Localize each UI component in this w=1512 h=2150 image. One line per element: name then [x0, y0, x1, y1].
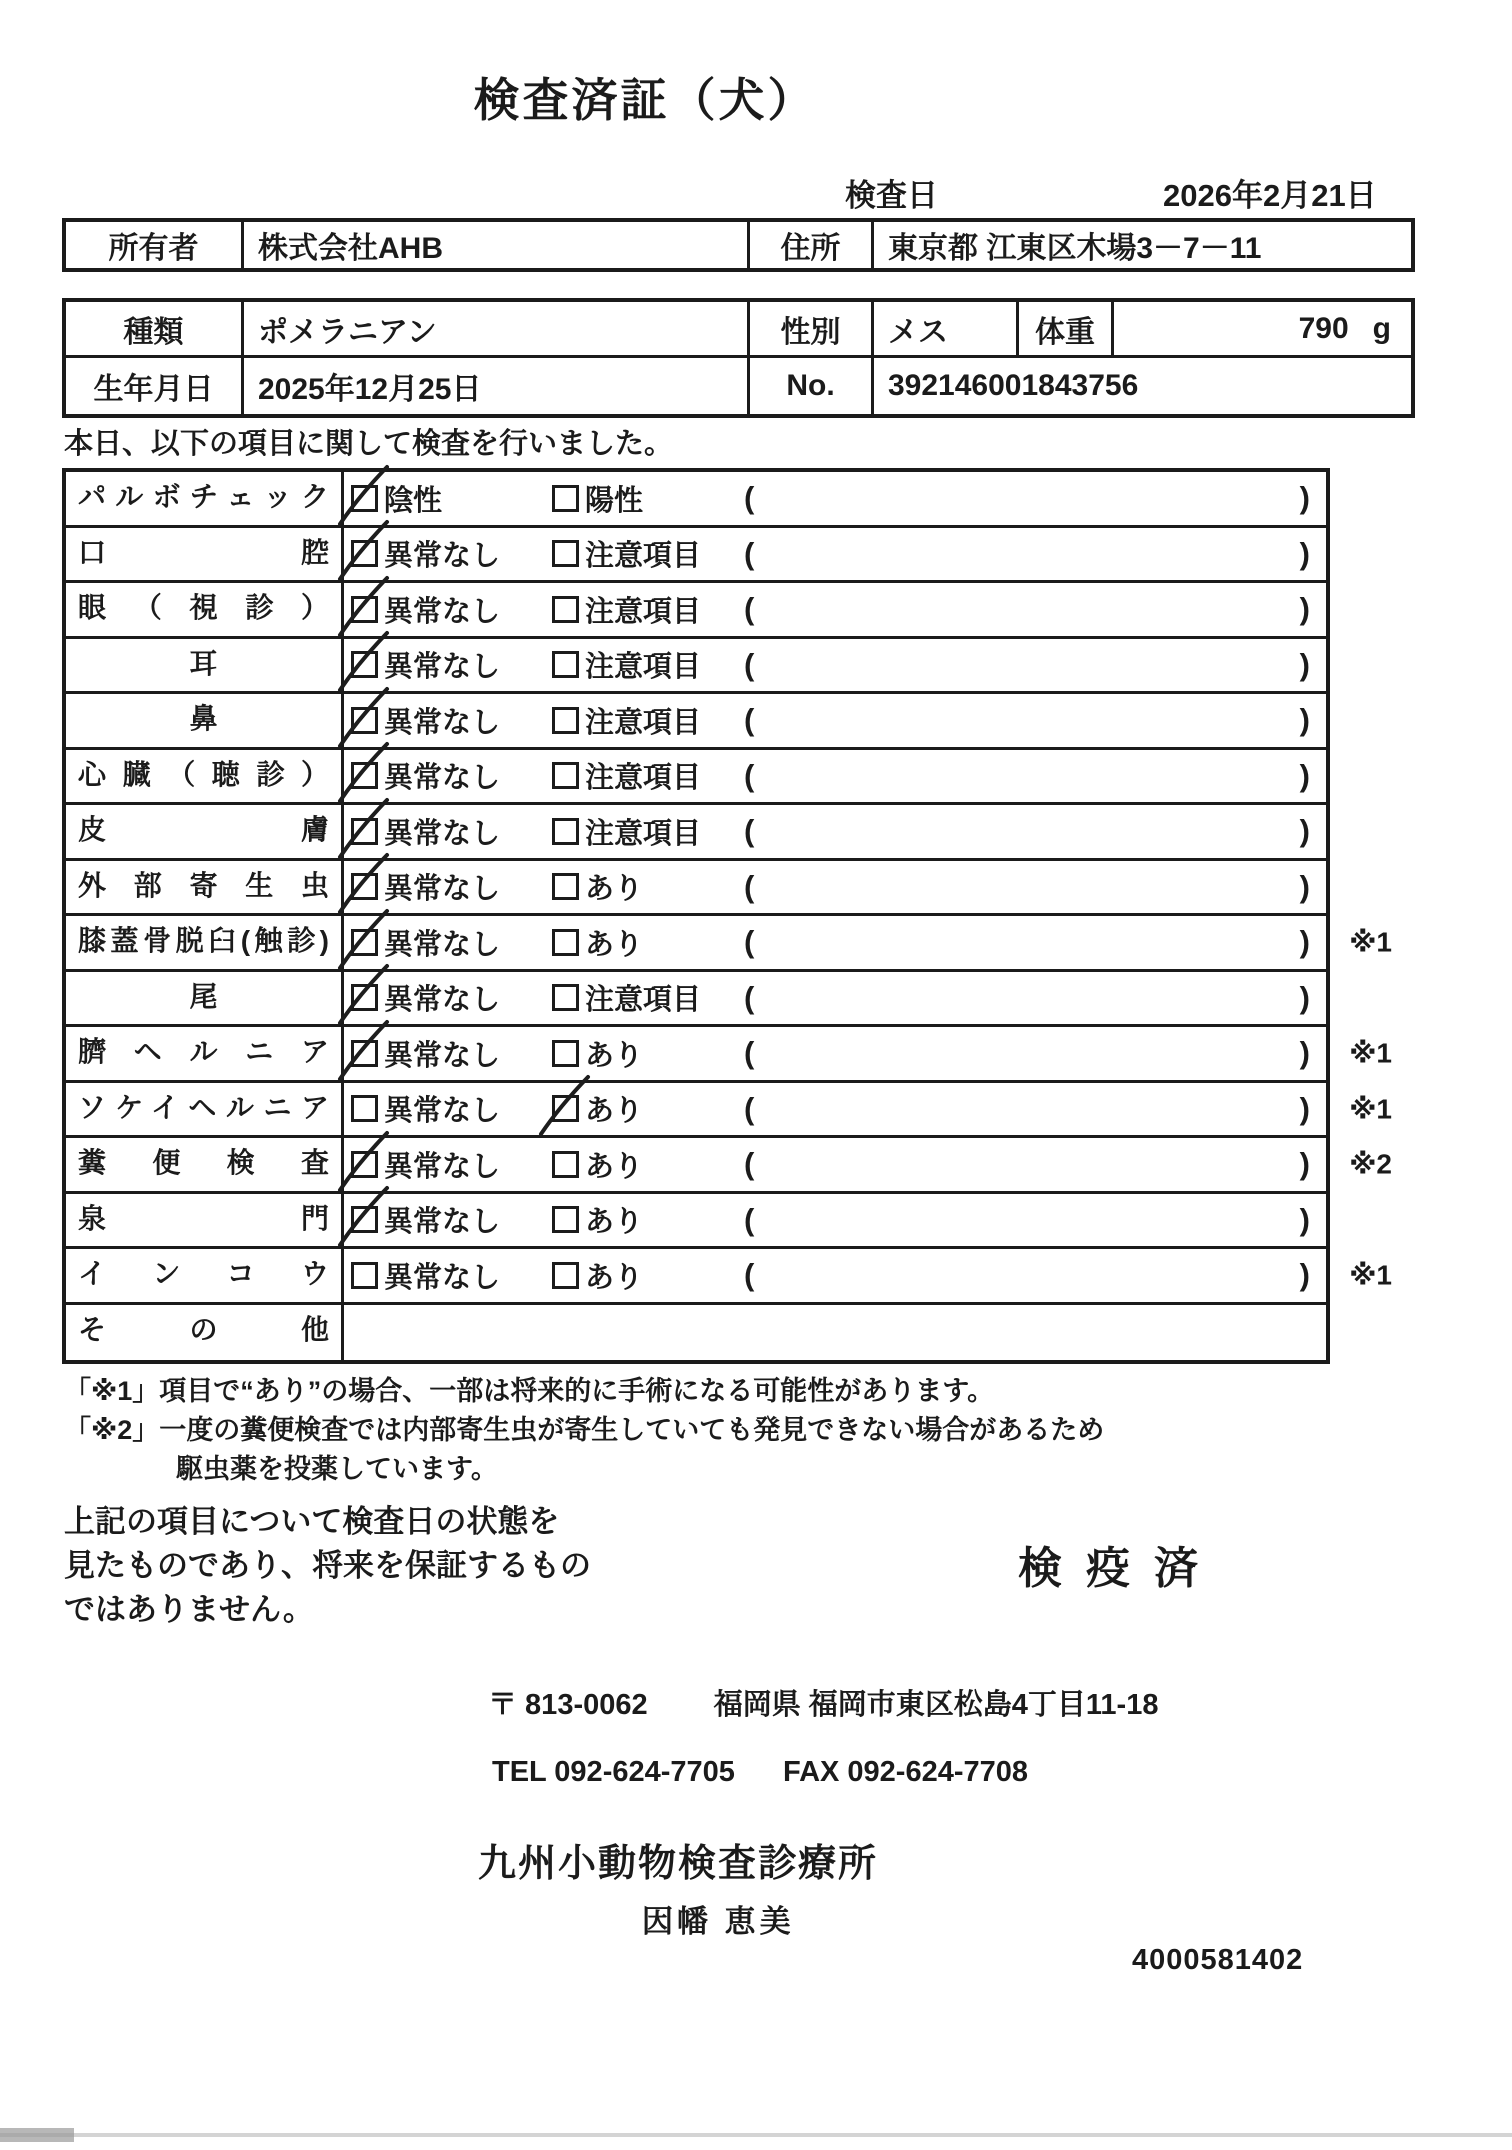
inspection-options — [344, 861, 1326, 914]
option2 — [552, 478, 744, 519]
inspection-row — [66, 916, 1392, 972]
exam-date-value: 2026年2月21日 — [1163, 178, 1377, 213]
checkbox-icon — [552, 1040, 579, 1067]
option2-label: あり — [585, 928, 644, 961]
intro-line: 本日、以下の項目に関して検査を行いました。 — [64, 428, 674, 460]
serial-number: 4000581402 — [1132, 1944, 1304, 1976]
option2 — [552, 1144, 744, 1185]
checkbox-icon — [351, 873, 378, 900]
inspection-item-label: 泉門 — [66, 1194, 344, 1247]
pet-row-1 — [66, 302, 1411, 358]
option2-label: 注意項目 — [585, 762, 702, 795]
checkbox-icon — [552, 540, 579, 567]
inspection-item-label: ソケイヘルニア — [66, 1083, 344, 1136]
checkbox-icon — [552, 929, 579, 956]
paren-close: ) — [1299, 1146, 1310, 1182]
quarantine-stamp: 検疫済 — [1018, 1544, 1222, 1593]
paren-open: ( — [744, 1146, 755, 1182]
inspection-row — [66, 639, 1326, 695]
no-value: 392146001843756 — [888, 369, 1139, 402]
inspection-row — [66, 1194, 1326, 1250]
paren-close: ) — [1299, 591, 1310, 627]
check-slash-icon — [337, 630, 391, 694]
option1 — [351, 478, 552, 519]
scan-corner-artifact — [0, 2128, 74, 2142]
option1-label: 異常なし — [384, 817, 501, 850]
clinic-postal-code: 〒 813-0062 — [488, 1689, 648, 1721]
paren-close: ) — [1299, 979, 1310, 1015]
option2 — [552, 533, 744, 574]
option2 — [552, 700, 744, 741]
inspection-row — [66, 583, 1326, 639]
option2 — [552, 811, 744, 852]
option2-label: 注意項目 — [585, 595, 702, 628]
inspection-row — [66, 1305, 1326, 1361]
disclaimer-line-1: 上記の項目について検査日の状態を — [64, 1504, 560, 1539]
paren-close: ) — [1299, 1035, 1310, 1071]
footnotes — [64, 1372, 1104, 1489]
option1-label: 異常なし — [384, 1261, 501, 1294]
weight-value-cell — [1114, 302, 1411, 355]
paren-close: ) — [1299, 1090, 1310, 1126]
option2 — [552, 866, 744, 907]
option1 — [351, 1088, 552, 1129]
sex-label: 性別 — [750, 302, 874, 355]
checkbox-icon — [351, 1095, 378, 1122]
clinic-fax: FAX 092-624-7708 — [782, 1756, 1029, 1788]
inspection-options — [344, 805, 1326, 858]
owner-row — [66, 222, 1411, 268]
check-slash-icon — [538, 1074, 592, 1138]
option2-label: 注意項目 — [585, 984, 702, 1017]
checkbox-icon — [552, 707, 579, 734]
birth-value: 2025年12月25日 — [244, 358, 750, 414]
option1 — [351, 811, 552, 852]
inspection-row — [66, 528, 1326, 584]
checkbox-icon — [552, 873, 579, 900]
option1 — [351, 866, 552, 907]
paren-close: ) — [1299, 480, 1310, 516]
option1-label: 異常なし — [384, 706, 501, 739]
option1-label: 異常なし — [384, 595, 501, 628]
inspection-row — [66, 472, 1326, 528]
option1-label: 異常なし — [384, 1095, 501, 1128]
paren-open: ( — [744, 1257, 755, 1293]
option2 — [552, 755, 744, 796]
checkbox-icon — [552, 1262, 579, 1289]
inspection-item-label: パルボチェック — [66, 472, 344, 525]
option1-label: 異常なし — [384, 540, 501, 573]
inspection-item-label: 眼（視診） — [66, 583, 344, 636]
inspection-options — [344, 472, 1326, 525]
paren-close: ) — [1299, 813, 1310, 849]
scan-edge-artifact — [0, 2133, 1512, 2137]
inspection-options — [344, 916, 1326, 969]
clinic-tel: TEL 092-624-7705 — [492, 1756, 735, 1788]
option1 — [351, 922, 552, 963]
option2-label: あり — [585, 1039, 644, 1072]
checkbox-icon — [552, 1151, 579, 1178]
pet-row-2 — [66, 358, 1411, 414]
option2-label: 注意項目 — [585, 540, 702, 573]
inspection-options — [344, 750, 1326, 803]
inspection-options — [344, 639, 1326, 692]
inspection-options — [344, 1083, 1326, 1136]
option1 — [351, 755, 552, 796]
inspection-options — [344, 1194, 1326, 1247]
paren-open: ( — [744, 813, 755, 849]
footnote-1: 「※1」項目で“あり”の場合、一部は将来的に手術になる可能性があります。 — [64, 1376, 995, 1406]
option1-label: 異常なし — [384, 1206, 501, 1239]
check-slash-icon — [337, 1019, 391, 1083]
exam-date-row — [845, 170, 1445, 213]
footnote-2: 「※2」一度の糞便検査では内部寄生虫が寄生していても発見できない場合があるため — [64, 1415, 1105, 1445]
breed-value: ポメラニアン — [244, 302, 750, 355]
paren-open: ( — [744, 535, 755, 571]
option1 — [351, 1033, 552, 1074]
option1 — [351, 1199, 552, 1240]
paren-close: ) — [1299, 924, 1310, 960]
weight-label: 体重 — [1019, 302, 1114, 355]
paren-open: ( — [744, 480, 755, 516]
checkbox-icon — [351, 1040, 378, 1067]
option2-label: あり — [585, 1150, 644, 1183]
option2-label: 注意項目 — [585, 706, 702, 739]
paren-close: ) — [1299, 1201, 1310, 1237]
paren-close: ) — [1299, 702, 1310, 738]
checkbox-icon — [351, 984, 378, 1011]
paren-open: ( — [744, 868, 755, 904]
veterinarian-name: 因幡 恵美 — [642, 1904, 795, 1939]
address-value: 東京都 江東区木場3－7－11 — [888, 232, 1262, 265]
inspection-item-label: インコウ — [66, 1249, 344, 1302]
checkbox-icon — [351, 1262, 378, 1289]
option1 — [351, 1255, 552, 1296]
paren-open: ( — [744, 1090, 755, 1126]
check-slash-icon — [337, 686, 391, 750]
paren-close: ) — [1299, 757, 1310, 793]
inspection-table — [62, 468, 1392, 1364]
option1-label: 異常なし — [384, 928, 501, 961]
inspection-options — [344, 694, 1326, 747]
inspection-item-label: 臍ヘルニア — [66, 1027, 344, 1080]
check-slash-icon — [337, 1185, 391, 1249]
clinic-postal-line — [488, 1682, 1158, 1723]
paren-open: ( — [744, 1035, 755, 1071]
clinic-name: 九州小動物検査診療所 — [478, 1843, 879, 1885]
inspection-item-label: その他 — [66, 1305, 344, 1361]
option2-label: 注意項目 — [585, 817, 702, 850]
inspection-row — [66, 1249, 1392, 1305]
no-label: No. — [750, 358, 874, 414]
inspection-row — [66, 805, 1326, 861]
checkbox-icon — [552, 818, 579, 845]
inspection-row — [66, 694, 1326, 750]
inspection-item-label: 心臓（聴診） — [66, 750, 344, 803]
inspection-item-label: 膝蓋骨脱臼(触診) — [66, 916, 344, 969]
inspection-row — [66, 750, 1326, 806]
option2 — [552, 589, 744, 630]
paren-open: ( — [744, 702, 755, 738]
note-mark: ※1 — [1349, 926, 1392, 958]
checkbox-icon — [552, 1206, 579, 1233]
check-slash-icon — [337, 575, 391, 639]
paren-close: ) — [1299, 646, 1310, 682]
checkbox-icon — [351, 707, 378, 734]
address-label: 住所 — [750, 222, 874, 268]
note-mark: ※1 — [1349, 1093, 1392, 1125]
check-slash-icon — [337, 852, 391, 916]
paren-open: ( — [744, 979, 755, 1015]
owner-table — [62, 218, 1415, 272]
checkbox-icon — [351, 818, 378, 845]
note-mark: ※2 — [1349, 1148, 1392, 1180]
disclaimer-line-3: ではありません。 — [64, 1592, 314, 1627]
inspection-row — [66, 1083, 1392, 1139]
sex-value: メス — [874, 302, 1019, 355]
pet-table — [62, 298, 1415, 418]
inspection-options — [344, 1027, 1326, 1080]
option1 — [351, 644, 552, 685]
check-slash-icon — [337, 963, 391, 1027]
option1-label: 異常なし — [384, 651, 501, 684]
inspection-item-label: 口腔 — [66, 528, 344, 581]
check-slash-icon — [337, 1130, 391, 1194]
inspection-item-label: 鼻 — [66, 694, 344, 747]
checkbox-icon — [351, 1206, 378, 1233]
clinic-address: 福岡県 福岡市東区松島4丁目11-18 — [713, 1689, 1159, 1721]
inspection-item-label: 外部寄生虫 — [66, 861, 344, 914]
inspection-row — [66, 861, 1326, 917]
checkbox-icon — [351, 762, 378, 789]
owner-label: 所有者 — [66, 222, 244, 268]
paren-open: ( — [744, 924, 755, 960]
exam-date-label: 検査日 — [845, 178, 938, 213]
option1-label: 異常なし — [384, 1039, 501, 1072]
checkbox-icon — [552, 651, 579, 678]
check-slash-icon — [337, 741, 391, 805]
inspection-options — [344, 1138, 1326, 1191]
option1-label: 異常なし — [384, 873, 501, 906]
weight-value: 790 — [1298, 311, 1349, 345]
inspection-options — [344, 1305, 1326, 1361]
option2-label: あり — [585, 873, 644, 906]
paren-close: ) — [1299, 535, 1310, 571]
birth-label: 生年月日 — [66, 358, 244, 414]
inspection-item-label: 尾 — [66, 972, 344, 1025]
inspection-row — [66, 1138, 1392, 1194]
option2-label: あり — [585, 1206, 644, 1239]
checkbox-icon — [552, 485, 579, 512]
disclaimer-paragraph — [64, 1500, 591, 1632]
inspection-options — [344, 583, 1326, 636]
check-slash-icon — [337, 908, 391, 972]
note-mark: ※1 — [1349, 1037, 1392, 1069]
option1-label: 異常なし — [384, 762, 501, 795]
checkbox-icon — [552, 596, 579, 623]
option1 — [351, 977, 552, 1018]
checkbox-icon — [351, 929, 378, 956]
checkbox-icon — [552, 1095, 579, 1122]
option1-label: 陰性 — [384, 484, 443, 517]
option2 — [552, 1088, 744, 1129]
inspection-row — [66, 1027, 1392, 1083]
paren-open: ( — [744, 591, 755, 627]
inspection-item-label: 皮膚 — [66, 805, 344, 858]
option2 — [552, 977, 744, 1018]
page-title: 検査済証（犬） — [473, 74, 817, 126]
paren-close: ) — [1299, 1257, 1310, 1293]
checkbox-icon — [351, 540, 378, 567]
option1 — [351, 700, 552, 741]
option1 — [351, 589, 552, 630]
inspection-options — [344, 1249, 1326, 1302]
inspection-row — [66, 972, 1326, 1028]
check-slash-icon — [337, 464, 391, 528]
option2-label: あり — [585, 1095, 644, 1128]
inspection-options — [344, 528, 1326, 581]
checkbox-icon — [351, 1151, 378, 1178]
checkbox-icon — [351, 651, 378, 678]
paren-open: ( — [744, 646, 755, 682]
inspection-options — [344, 972, 1326, 1025]
clinic-tel-line — [492, 1756, 1028, 1789]
option2-label: 陽性 — [585, 484, 644, 517]
note-mark: ※1 — [1349, 1259, 1392, 1291]
checkbox-icon — [351, 485, 378, 512]
option2-label: あり — [585, 1261, 644, 1294]
disclaimer-line-2: 見たものであり、将来を保証するもの — [64, 1548, 591, 1583]
checkbox-icon — [552, 762, 579, 789]
option2 — [552, 1199, 744, 1240]
option1 — [351, 533, 552, 574]
paren-close: ) — [1299, 868, 1310, 904]
option2 — [552, 1255, 744, 1296]
option2 — [552, 1033, 744, 1074]
owner-value: 株式会社AHB — [244, 222, 750, 268]
inspection-item-label: 糞便検査 — [66, 1138, 344, 1191]
inspection-item-label: 耳 — [66, 639, 344, 692]
paren-open: ( — [744, 1201, 755, 1237]
option2-label: 注意項目 — [585, 651, 702, 684]
checkbox-icon — [351, 596, 378, 623]
check-slash-icon — [337, 519, 391, 583]
option1-label: 異常なし — [384, 984, 501, 1017]
option2 — [552, 644, 744, 685]
checkbox-icon — [552, 984, 579, 1011]
footnote-2-continuation: 駆虫薬を投薬しています。 — [176, 1454, 498, 1484]
check-slash-icon — [337, 797, 391, 861]
breed-label: 種類 — [66, 302, 244, 355]
weight-unit: g — [1372, 311, 1391, 345]
option1-label: 異常なし — [384, 1150, 501, 1183]
option1 — [351, 1144, 552, 1185]
paren-open: ( — [744, 757, 755, 793]
option2 — [552, 922, 744, 963]
